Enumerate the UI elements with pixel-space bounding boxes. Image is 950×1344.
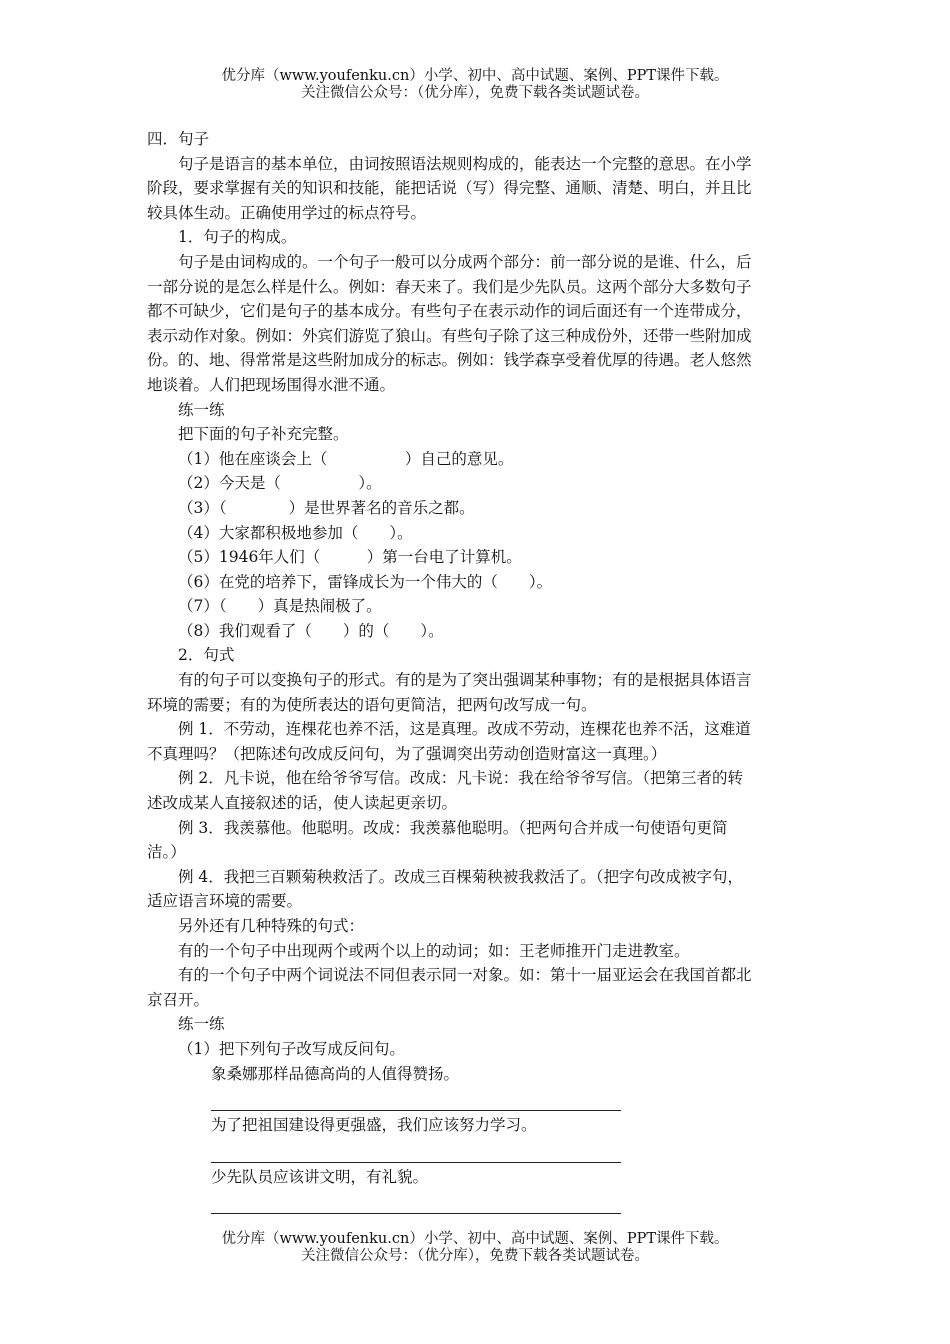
practice1-label: 练一练 [178, 400, 225, 419]
example-line: 述改成某人直接叙述的话，使人读起更亲切。 [147, 794, 458, 813]
practice2-label: 练一练 [178, 1015, 225, 1034]
part2-line: 环境的需要；有的为使所表达的语句更简洁，把两句改写成一句。 [147, 695, 597, 714]
intro-line: 句子是语言的基本单位，由词按照语法规则构成的，能表达一个完整的意思。在小学 [178, 154, 752, 173]
part1-line: 句子是由词构成的。一个句子一般可以分成两个部分：前一部分说的是谁、什么，后 [178, 252, 752, 271]
rewrite-sentence: 少先队员应该讲文明，有礼貌。 [211, 1167, 429, 1186]
practice2-question: （1）把下列句子改写成反问句。 [178, 1039, 405, 1058]
part1-line: 份。的、地、得常常是这些附加成分的标志。例如：钱学森享受着优厚的待遇。老人悠然 [147, 351, 752, 370]
practice1-item: （4）大家都积极地参加（ ）。 [178, 523, 413, 542]
practice1-item: （2）今天是（ ）。 [178, 474, 382, 493]
part1-line: 一部分说的是怎么样是什么。例如：春天来了。我们是少先队员。这两个部分大多数句子 [147, 277, 752, 296]
practice1-item: （7）（ ）真是热闹极了。 [178, 597, 382, 616]
part1-line: 都不可缺少，它们是句子的基本成分。有些句子在表示动作的词后面还有一个连带成分， [147, 302, 752, 321]
special-intro: 另外还有几种特殊的句式： [178, 917, 365, 935]
practice1-instruction: 把下面的句子补充完整。 [178, 425, 349, 444]
part1-line: 表示动作对象。例如：外宾们游览了狼山。有些句子除了这三种成份外，还带一些附加成 [147, 326, 752, 345]
practice1-item: （6）在党的培养下，雷锋成长为一个伟大的（ ）。 [178, 572, 553, 591]
example-line: 适应语言环境的需要。 [147, 892, 303, 911]
special-line: 有的一个句子中出现两个或两个以上的动词；如：王老师推开门走进教室。 [178, 941, 690, 960]
example-line: 不真理吗？（把陈述句改成反问句，为了强调突出劳动创造财富这一真理。） [147, 744, 667, 763]
rewrite-sentence: 象桑娜那样品德高尚的人值得赞扬。 [211, 1064, 460, 1083]
special-line: 京召开。 [147, 990, 210, 1009]
part2-title: 2．句式 [178, 646, 235, 665]
rewrite-sentence: 为了把祖国建设得更强盛，我们应该努力学习。 [211, 1116, 537, 1135]
intro-line: 较具体生动。正确使用学过的标点符号。 [147, 203, 427, 222]
example-line: 例 4．我把三百颗菊秧救活了。改成三百棵菊秧被我救活了。（把字句改成被字句， [178, 867, 744, 886]
example-line: 例 2．凡卡说，他在给爷爷写信。改成：凡卡说：我在给爷爷写信。（把第三者的转 [178, 769, 744, 788]
special-line: 有的一个句子中两个词说法不同但表示同一对象。如：第十一届亚运会在我国首都北 [178, 966, 752, 985]
section-title: 四．句子 [147, 130, 210, 148]
answer-line[interactable] [211, 1189, 621, 1214]
example-line: 洁。） [147, 843, 186, 862]
part1-title: 1．句子的构成。 [178, 228, 297, 247]
practice1-item: （1）他在座谈会上（ ）自己的意见。 [178, 449, 514, 468]
page-footer [0, 1231, 950, 1265]
practice1-item: （5）1946年人们（ ）第一台电了计算机。 [178, 548, 522, 567]
practice1-item: （8）我们观看了（ ）的（ ）。 [178, 621, 444, 640]
header-line-2: 关注微信公众号：（优分库），免费下载各类试题试卷。 [301, 85, 649, 101]
part1-line: 地谈着。人们把现场围得水泄不通。 [147, 375, 396, 394]
footer-line-1: 优分库（www.youfenku.cn）小学、初中、高中试题、案例、PPT课件下载。 [221, 1231, 729, 1247]
example-line: 例 1．不劳动，连棵花也养不活，这是真理。改成不劳动，连棵花也养不活，这难道 [178, 720, 751, 739]
document-body [147, 127, 809, 1216]
answer-line[interactable] [211, 1138, 621, 1163]
answer-line[interactable] [211, 1086, 621, 1111]
intro-line: 阶段，要求掌握有关的知识和技能，能把话说（写）得完整、通顺、清楚、明白，并且比 [147, 179, 752, 198]
practice1-item: （3）（ ）是世界著名的音乐之都。 [178, 498, 475, 517]
footer-line-2: 关注微信公众号：（优分库），免费下载各类试题试卷。 [301, 1248, 649, 1264]
header-line-1: 优分库（www.youfenku.cn）小学、初中、高中试题、案例、PPT课件下载。 [221, 68, 729, 84]
part2-line: 有的句子可以变换句子的形式。有的是为了突出强调某种事物；有的是根据具体语言 [178, 671, 752, 690]
example-line: 例 3．我羡慕他。他聪明。改成：我羡慕他聪明。（把两句合并成一句使语句更简 [178, 818, 728, 837]
page-header [0, 68, 950, 102]
